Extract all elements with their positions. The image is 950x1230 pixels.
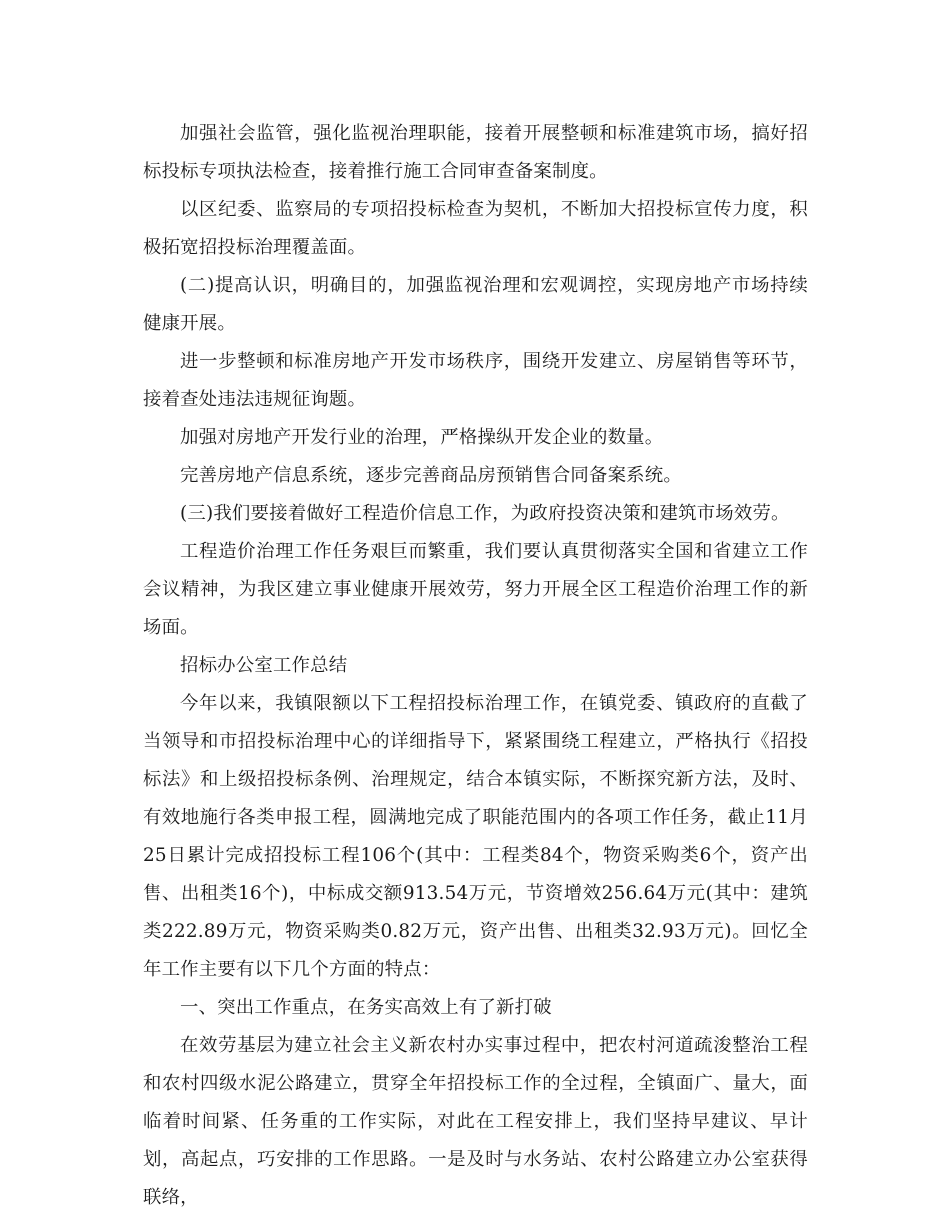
paragraph: 完善房地产信息系统，逐步完善商品房预销售合同备案系统。	[180, 465, 682, 486]
section-heading: (二)提高认识，明确目的，加强监视治理和宏观调控，实现房地产市场持续健康开展。	[143, 275, 808, 334]
section-heading: 一、突出工作重点，在务实高效上有了新打破	[180, 997, 552, 1018]
section-heading: (三)我们要接着做好工程造价信息工作，为政府投资决策和建筑市场效劳。	[180, 503, 790, 524]
paragraph: 加强社会监管，强化监视治理职能，接着开展整顿和标准建筑市场，搞好招标投标专项执法检查，接着推行施工合同审查备案制度。	[143, 123, 808, 182]
paragraph: 加强对房地产开发行业的治理，严格操纵开发企业的数量。	[180, 427, 664, 448]
paragraph: 今年以来，我镇限额以下工程招投标治理工作，在镇党委、镇政府的直截了当领导和市招投标治理中心的详细指导下，紧紧围绕工程建立，严格执行《招投标法》和上级招投标条例、治理规定，结合本镇实际，不断探究新方法，及时、有效地施行各类申报工程，圆满地完成了职能范围内的各项工作任务，截止11月25日累计完成招投标工程106个(其中：工程类84个，物资采购类6个，资产出售、出租类16个)，中标成交额913.54万元，节资增效256.64万元(其中：建筑类222.89万元，物资采购类0.82万元，资产出售、出租类32.93万元)。回忆全年工作主要有以下几个方面的特点：	[143, 693, 808, 980]
paragraph: 工程造价治理工作任务艰巨而繁重，我们要认真贯彻落实全国和省建立工作会议精神，为我区建立事业健康开展效劳，努力开展全区工程造价治理工作的新场面。	[143, 541, 808, 638]
document-title: 招标办公室工作总结	[180, 655, 348, 676]
paragraph: 在效劳基层为建立社会主义新农村办实事过程中，把农村河道疏浚整治工程和农村四级水泥公路建立，贯穿全年招投标工作的全过程，全镇面广、量大，面临着时间紧、任务重的工作实际，对此在工程安排上，我们坚持早建议、早计划，高起点，巧安排的工作思路。一是及时与水务站、农村公路建立办公室获得联络，	[143, 1035, 808, 1208]
paragraph: 进一步整顿和标准房地产开发市场秩序，围绕开发建立、房屋销售等环节，接着查处违法违规征询题。	[143, 351, 808, 410]
document-page	[143, 115, 808, 1217]
paragraph: 以区纪委、监察局的专项招投标检查为契机，不断加大招投标宣传力度，积极拓宽招投标治理覆盖面。	[143, 199, 808, 258]
